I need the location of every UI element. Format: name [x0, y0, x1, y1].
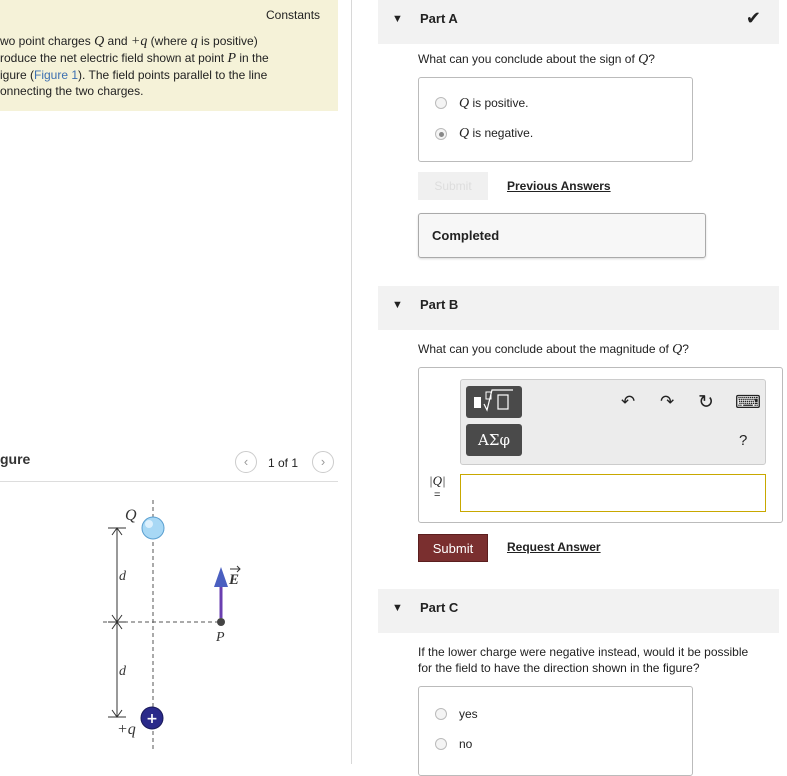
part-b-header[interactable]	[378, 286, 779, 330]
chevron-right-icon: ›	[320, 454, 326, 469]
problem-line-4: onnecting the two charges.	[0, 84, 144, 98]
math-toolbar	[460, 379, 766, 465]
figure-heading: gure	[0, 451, 31, 467]
chevron-left-icon: ‹	[243, 454, 249, 469]
problem-text	[0, 33, 320, 99]
part-c-question: If the lower charge were negative instead, would it be possible for the field to have the direction shown in the figure?	[418, 645, 749, 675]
magnitude-answer-input[interactable]	[460, 474, 766, 512]
charge-Q-label: Q	[125, 507, 137, 524]
reset-icon[interactable]: ↻	[698, 392, 714, 413]
choice-positive-radio[interactable]	[435, 97, 447, 109]
distance-label-top: d	[119, 569, 126, 584]
constants-link[interactable]: Constants	[266, 8, 321, 22]
help-icon[interactable]: ?	[739, 432, 748, 449]
point-P	[217, 618, 225, 626]
charge-Q	[142, 517, 164, 539]
magnitude-variable-label: |Q| =	[429, 473, 446, 501]
part-c-header[interactable]	[378, 589, 779, 633]
figure-link[interactable]: Figure 1	[34, 68, 79, 82]
templates-button[interactable]	[466, 386, 522, 418]
next-figure-button[interactable]	[312, 451, 334, 473]
pane-divider	[351, 0, 352, 764]
part-c-choices	[418, 686, 693, 776]
figure-divider	[0, 481, 338, 482]
choice-negative-radio[interactable]	[435, 128, 447, 140]
part-b-question: What can you conclude about the magnitude of Q?	[418, 342, 689, 357]
part-a-submit-button[interactable]: Submit	[418, 172, 488, 200]
part-a-choices	[418, 77, 693, 162]
redo-icon[interactable]: ↷	[660, 392, 675, 411]
charge-plus-q-label: +q	[117, 721, 136, 738]
point-P-label: P	[216, 630, 225, 645]
problem-line-2: roduce the net electric field shown at point P in the	[0, 51, 269, 66]
part-a-header[interactable]	[378, 0, 779, 44]
collapse-arrow-icon: ▼	[392, 602, 403, 614]
symbols-button[interactable]: ΑΣφ	[466, 424, 522, 456]
part-b-title: Part B	[420, 297, 459, 312]
part-c-title: Part C	[420, 600, 459, 615]
choice-yes-label: yes	[459, 707, 478, 721]
part-a-title: Part A	[420, 11, 458, 26]
completed-status-box	[418, 213, 706, 258]
choice-positive-label: Q is positive.	[459, 96, 529, 111]
field-arrow-head	[214, 567, 228, 587]
previous-figure-button[interactable]	[235, 451, 257, 473]
distance-label-bottom: d	[119, 664, 126, 679]
templates-icon	[466, 386, 522, 418]
choice-yes-radio[interactable]	[435, 708, 447, 720]
keyboard-icon[interactable]: ⌨	[735, 392, 761, 412]
completed-label: Completed	[432, 228, 500, 243]
figure-counter: 1 of 1	[268, 456, 299, 470]
choice-no-radio[interactable]	[435, 738, 447, 750]
field-E-label: E	[229, 572, 240, 588]
problem-line-1: wo point charges Q and +q (where q is positive)	[0, 34, 258, 49]
check-icon: ✔	[745, 8, 761, 28]
plus-sign: +	[146, 711, 158, 727]
charges-figure	[95, 495, 255, 760]
previous-answers-link[interactable]: Previous Answers	[507, 179, 611, 193]
request-answer-link[interactable]: Request Answer	[507, 540, 601, 554]
choice-negative-label: Q is negative.	[459, 126, 534, 141]
choice-no-label: no	[459, 737, 473, 751]
undo-icon[interactable]: ↶	[621, 392, 636, 411]
part-a-question: What can you conclude about the sign of Q?	[418, 52, 655, 67]
part-b-submit-button[interactable]: Submit	[418, 534, 488, 562]
collapse-arrow-icon: ▼	[392, 13, 403, 25]
collapse-arrow-icon: ▼	[392, 299, 403, 311]
problem-line-3: igure (Figure 1). The field points parallel to the line	[0, 68, 268, 82]
